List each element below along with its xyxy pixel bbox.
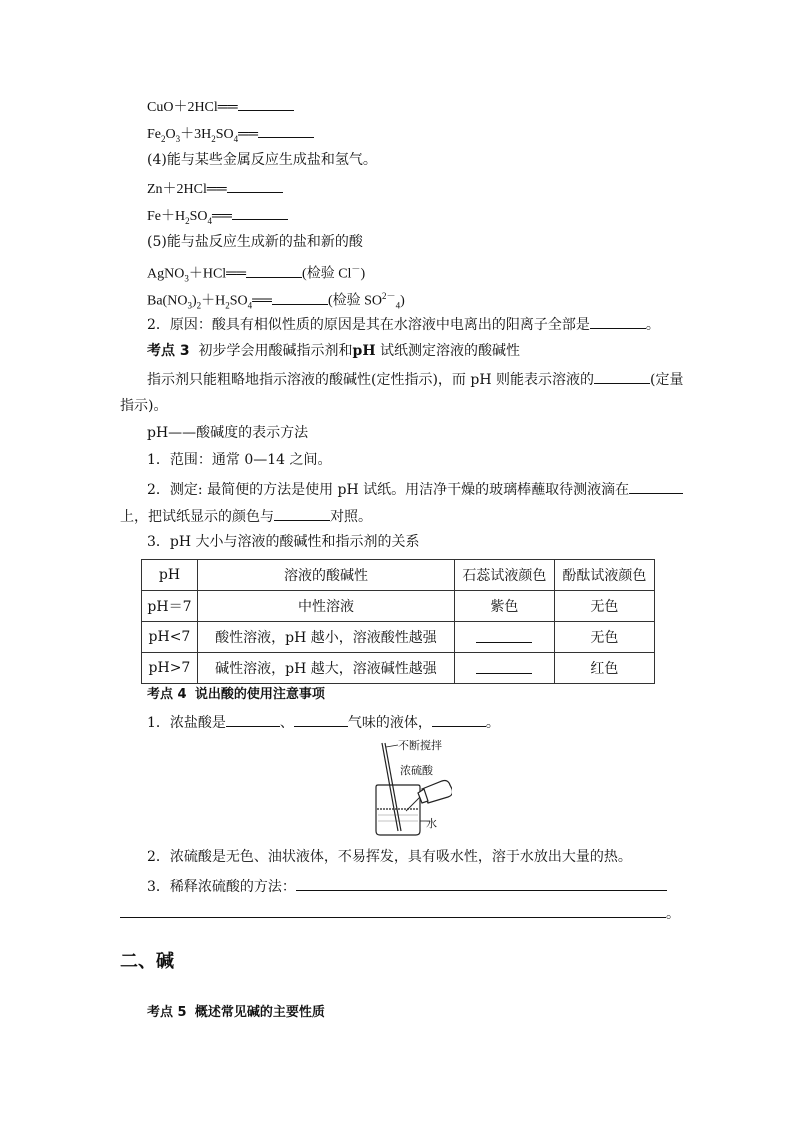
formula-part: SO (189, 209, 208, 224)
formula-sub: 3 (187, 300, 192, 311)
formula-part: ＋3H (180, 127, 212, 142)
kaodian-label: 考点 5 (147, 1005, 187, 1020)
table-header: pH (142, 560, 198, 591)
table-row (142, 591, 655, 622)
table-cell: pH>7 (142, 653, 198, 684)
ph-definition: pH——酸碱度的表示方法 (147, 425, 309, 441)
relation-heading: 3．pH 大小与溶液的酸碱性和指示剂的关系 (147, 534, 420, 550)
reaction-text: CuO＋2HCl══ (147, 100, 238, 115)
hcl-text: 1．浓盐酸是 (147, 715, 226, 731)
table-row (142, 653, 655, 684)
answer-blank (120, 902, 666, 918)
test-note: ) (360, 266, 366, 282)
item-4-heading: (4)能与某些金属反应生成盐和氢气。 (147, 152, 377, 168)
formula-part: ══ (212, 209, 232, 224)
answer-blank (590, 313, 646, 329)
formula-sub: 2 (185, 215, 190, 226)
answer-blank (476, 658, 532, 674)
label-leader-line (386, 745, 398, 747)
hcl-text: 气味的液体， (347, 715, 432, 731)
kaodian-3-heading (147, 341, 520, 361)
formula-part: ══ (238, 127, 258, 142)
kaodian-5-heading (147, 1003, 325, 1023)
formula-part: Fe＋H (147, 209, 186, 224)
item-5-heading: (5)能与盐反应生成新的盐和新的酸 (147, 234, 363, 250)
table-cell: 紫色 (455, 591, 555, 622)
table-row (142, 622, 655, 653)
formula-sub: 2 (211, 133, 216, 144)
table-cell-blank (455, 622, 555, 653)
formula-sub: 4 (207, 215, 213, 226)
indicator-text: 指示剂只能粗略地指示溶液的酸碱性(定性指示)，而 pH 则能表示溶液的 (147, 372, 594, 388)
table-cell-blank (455, 653, 555, 684)
answer-blank (294, 711, 348, 727)
answer-blank (629, 478, 683, 494)
answer-blank (272, 289, 328, 305)
table-cell: pH<7 (142, 622, 198, 653)
hcl-text: 。 (485, 715, 500, 731)
reason-line (147, 313, 660, 335)
table-cell: 碱性溶液，pH 越大，溶液碱性越强 (197, 653, 454, 684)
reaction-agno3-hcl (147, 259, 365, 288)
measure-text: 2．测定: 最简便的方法是使用 pH 试纸。用洁净干燥的玻璃棒蘸取待测液滴在 (147, 482, 630, 498)
formula-part: Ba(NO (147, 293, 188, 309)
formula-part: ) (191, 293, 197, 309)
measure-text: 上，把试纸显示的颜色与 (120, 509, 274, 525)
reason-text: 2．原因：酸具有相似性质的原因是其在水溶液中电离出的阳离子全部是 (147, 317, 590, 333)
kaodian-4-heading (147, 685, 325, 705)
table-cell: 无色 (554, 622, 654, 653)
indicator-line-1 (147, 368, 683, 390)
measure-text: 对照。 (330, 509, 372, 525)
reaction-fe2o3-h2so4 (147, 122, 314, 149)
dilute-method-line-2 (120, 902, 680, 924)
table-cell: 中性溶液 (197, 591, 454, 622)
measure-line-1 (147, 478, 683, 500)
answer-blank (258, 122, 314, 138)
punctuation: 。 (666, 906, 680, 922)
hcl-line (147, 711, 500, 733)
measure-line-2 (120, 505, 372, 527)
reaction-zn-hcl (147, 177, 283, 200)
kaodian-label: 考点 3 (147, 343, 190, 359)
figure-label-acid: 浓硫酸 (400, 764, 433, 777)
formula-part: Zn＋2HCl══ (147, 182, 227, 197)
table-header: 石蕊试液颜色 (455, 560, 555, 591)
formula-sub: 3 (184, 273, 189, 284)
kaodian-text: 说出酸的使用注意事项 (194, 687, 325, 702)
test-note: (检验 Cl (302, 266, 352, 282)
answer-blank (296, 875, 667, 891)
answer-blank (476, 627, 532, 643)
answer-blank (238, 95, 294, 111)
formula-sub: 2 (161, 133, 166, 144)
formula-part: ＋H (201, 293, 226, 309)
kaodian-text: pH (352, 343, 376, 359)
formula-sup: 2－ (382, 291, 396, 301)
table-cell: pH＝7 (142, 591, 198, 622)
indicator-line-2: 指示)。 (120, 398, 168, 414)
table-cell: 酸性溶液，pH 越小，溶液酸性越强 (197, 622, 454, 653)
formula-sub: 4 (233, 133, 239, 144)
ph-range: 1．范围：通常 0—14 之间。 (147, 452, 332, 468)
dilute-text: 3．稀释浓硫酸的方法： (147, 879, 296, 895)
formula-sub: 4 (395, 300, 401, 311)
formula-part: ══ (252, 293, 272, 309)
figure-label-water: 水 (426, 817, 437, 830)
answer-blank (227, 177, 283, 193)
kaodian-text: 概述常见碱的主要性质 (194, 1005, 325, 1020)
formula-part: SO (229, 293, 248, 309)
punctuation: 。 (645, 317, 660, 333)
section-heading-base: 二、碱 (120, 951, 174, 972)
table-header-row (142, 560, 655, 591)
formula-part: SO (215, 127, 234, 142)
answer-blank (246, 262, 302, 278)
formula-sub: 2 (196, 300, 202, 311)
kaodian-text: 试纸测定溶液的酸碱性 (380, 343, 521, 359)
ph-relation-table (141, 559, 655, 684)
hcl-text: 、 (279, 715, 294, 731)
answer-blank (594, 368, 650, 384)
formula-part: ＋HCl══ (188, 266, 247, 282)
indicator-text: (定量 (650, 372, 684, 388)
table-header: 酚酞试液颜色 (554, 560, 654, 591)
answer-blank (226, 711, 280, 727)
test-note: ) (400, 293, 405, 309)
formula-part: Fe (147, 127, 161, 142)
figure-label-stir: 不断搅拌 (398, 739, 442, 752)
answer-blank (232, 204, 288, 220)
reaction-fe-h2so4 (147, 204, 288, 231)
table-header: 溶液的酸碱性 (197, 560, 454, 591)
h2so4-properties: 2．浓硫酸是无色、油状液体，不易挥发，具有吸水性，溶于水放出大量的热。 (147, 849, 632, 865)
answer-blank (432, 711, 486, 727)
table-cell: 红色 (554, 653, 654, 684)
formula-sub: 2 (225, 300, 230, 311)
formula-sup: － (351, 264, 361, 274)
reaction-cuo-hcl (147, 95, 294, 118)
reaction-bano32-h2so4 (147, 286, 405, 315)
formula-sub: 4 (247, 300, 253, 311)
formula-part: O (165, 127, 176, 142)
formula-sub: 3 (175, 133, 181, 144)
kaodian-text: 初步学会用酸碱指示剂和 (198, 343, 353, 359)
table-cell: 无色 (554, 591, 654, 622)
glass-rod-icon (382, 743, 401, 831)
beaker-icon (376, 785, 420, 835)
test-note: (检验 SO (327, 293, 383, 309)
kaodian-label: 考点 4 (147, 687, 187, 702)
dilute-method-line-1 (147, 875, 667, 897)
answer-blank (274, 505, 330, 521)
formula-part: AgNO (147, 266, 185, 282)
